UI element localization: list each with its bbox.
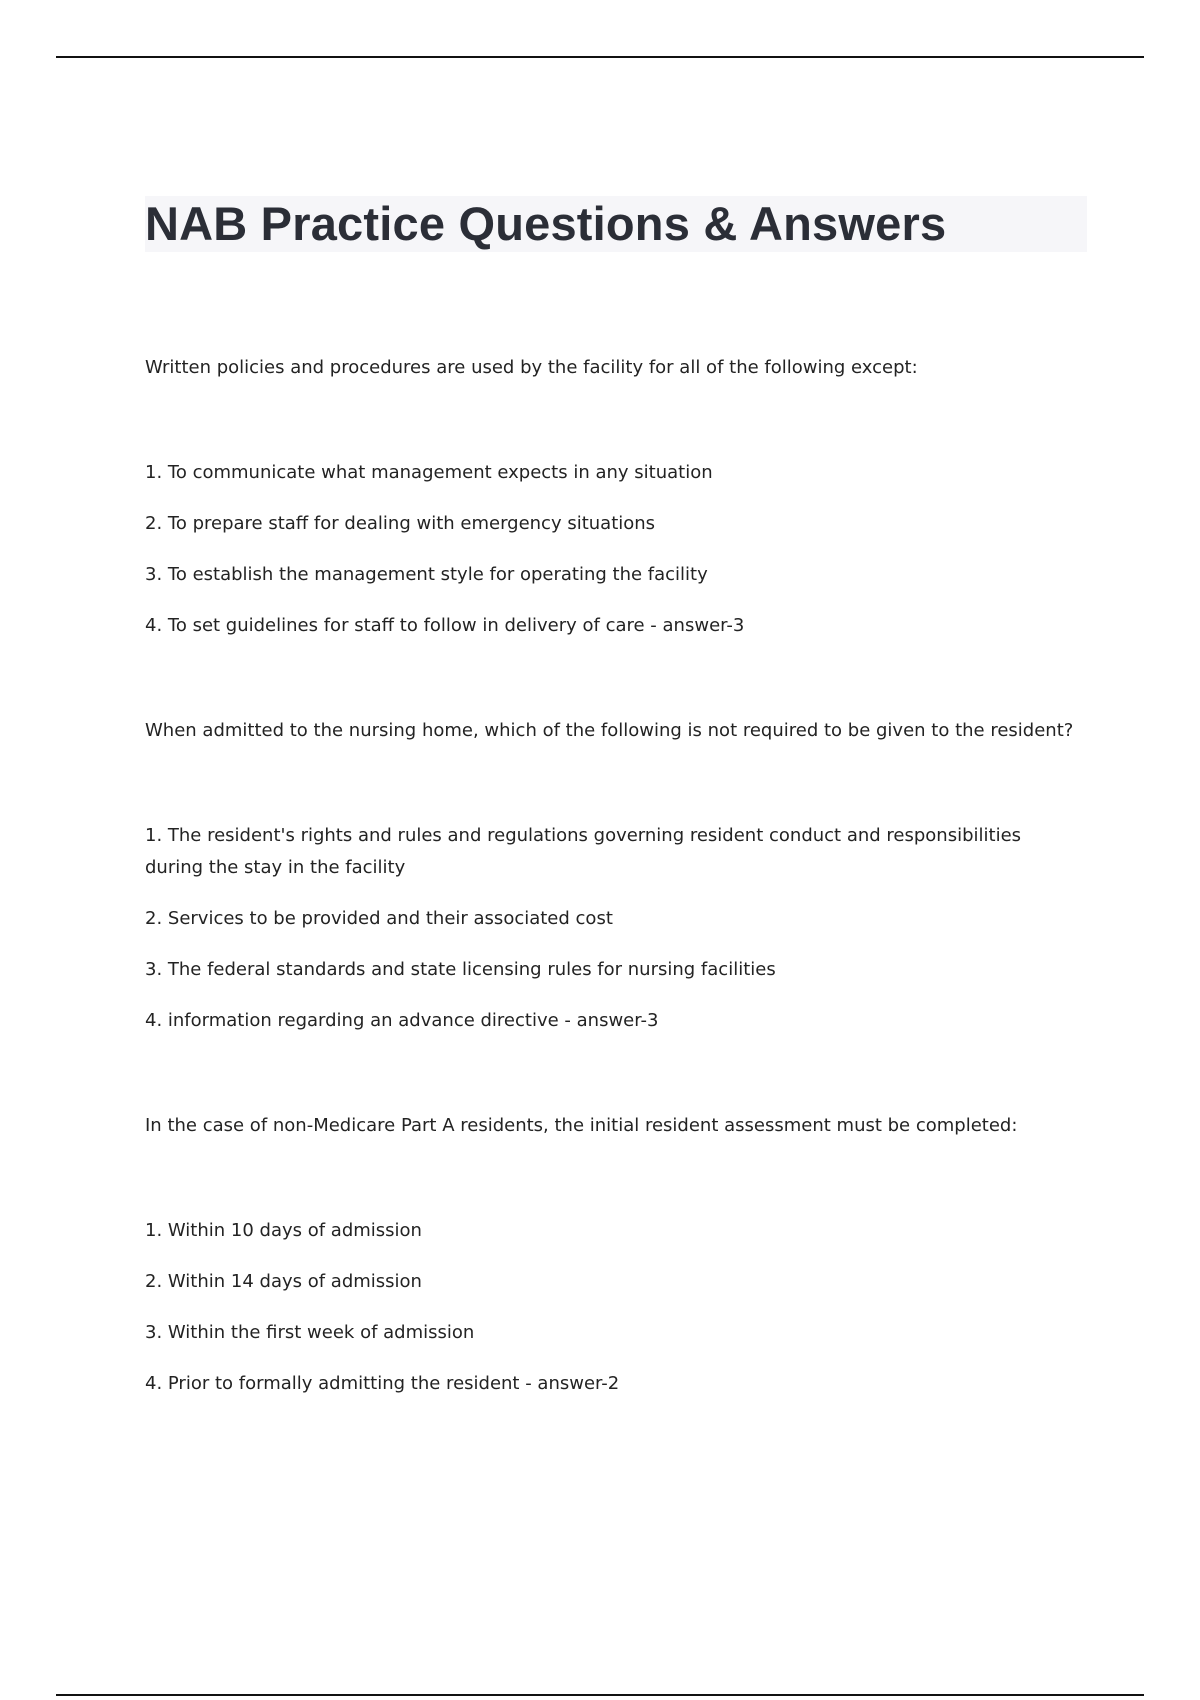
option-item-answer: 4. To set guidelines for staff to follow in delivery of care - answer-3 [145,615,745,636]
top-rule [56,56,1144,58]
option-item: 1. The resident's rights and rules and regulations governing resident conduct and responsibilities during the stay in the facility [145,825,1022,878]
option-item: 3. The federal standards and state licensing rules for nursing facilities [145,959,776,980]
question-block-2 [145,713,1080,1037]
bottom-rule [56,1694,1144,1696]
option-item-answer: 4. Prior to formally admitting the resident - answer-2 [145,1373,620,1394]
question-text: When admitted to the nursing home, which of the following is not required to be given to the resident? [145,720,1074,741]
option-list [145,820,1080,1037]
option-item: 1. To communicate what management expects in any situation [145,462,713,483]
question-text: Written policies and procedures are used by the facility for all of the following except: [145,357,918,378]
option-item: 3. Within the first week of admission [145,1322,475,1343]
option-item: 2. Within 14 days of admission [145,1271,422,1292]
option-item: 2. Services to be provided and their associated cost [145,908,613,929]
option-item-answer: 4. information regarding an advance directive - answer-3 [145,1010,659,1031]
page-title: NAB Practice Questions & Answers [145,197,947,250]
question-text: In the case of non-Medicare Part A residents, the initial resident assessment must be completed: [145,1115,1018,1136]
questions-section [145,350,1080,1471]
option-item: 1. Within 10 days of admission [145,1220,422,1241]
option-item: 2. To prepare staff for dealing with emergency situations [145,513,656,534]
option-list [145,457,1080,642]
question-block-1 [145,350,1080,642]
option-item: 3. To establish the management style for operating the facility [145,564,708,585]
question-block-3 [145,1108,1080,1400]
option-list [145,1215,1080,1400]
